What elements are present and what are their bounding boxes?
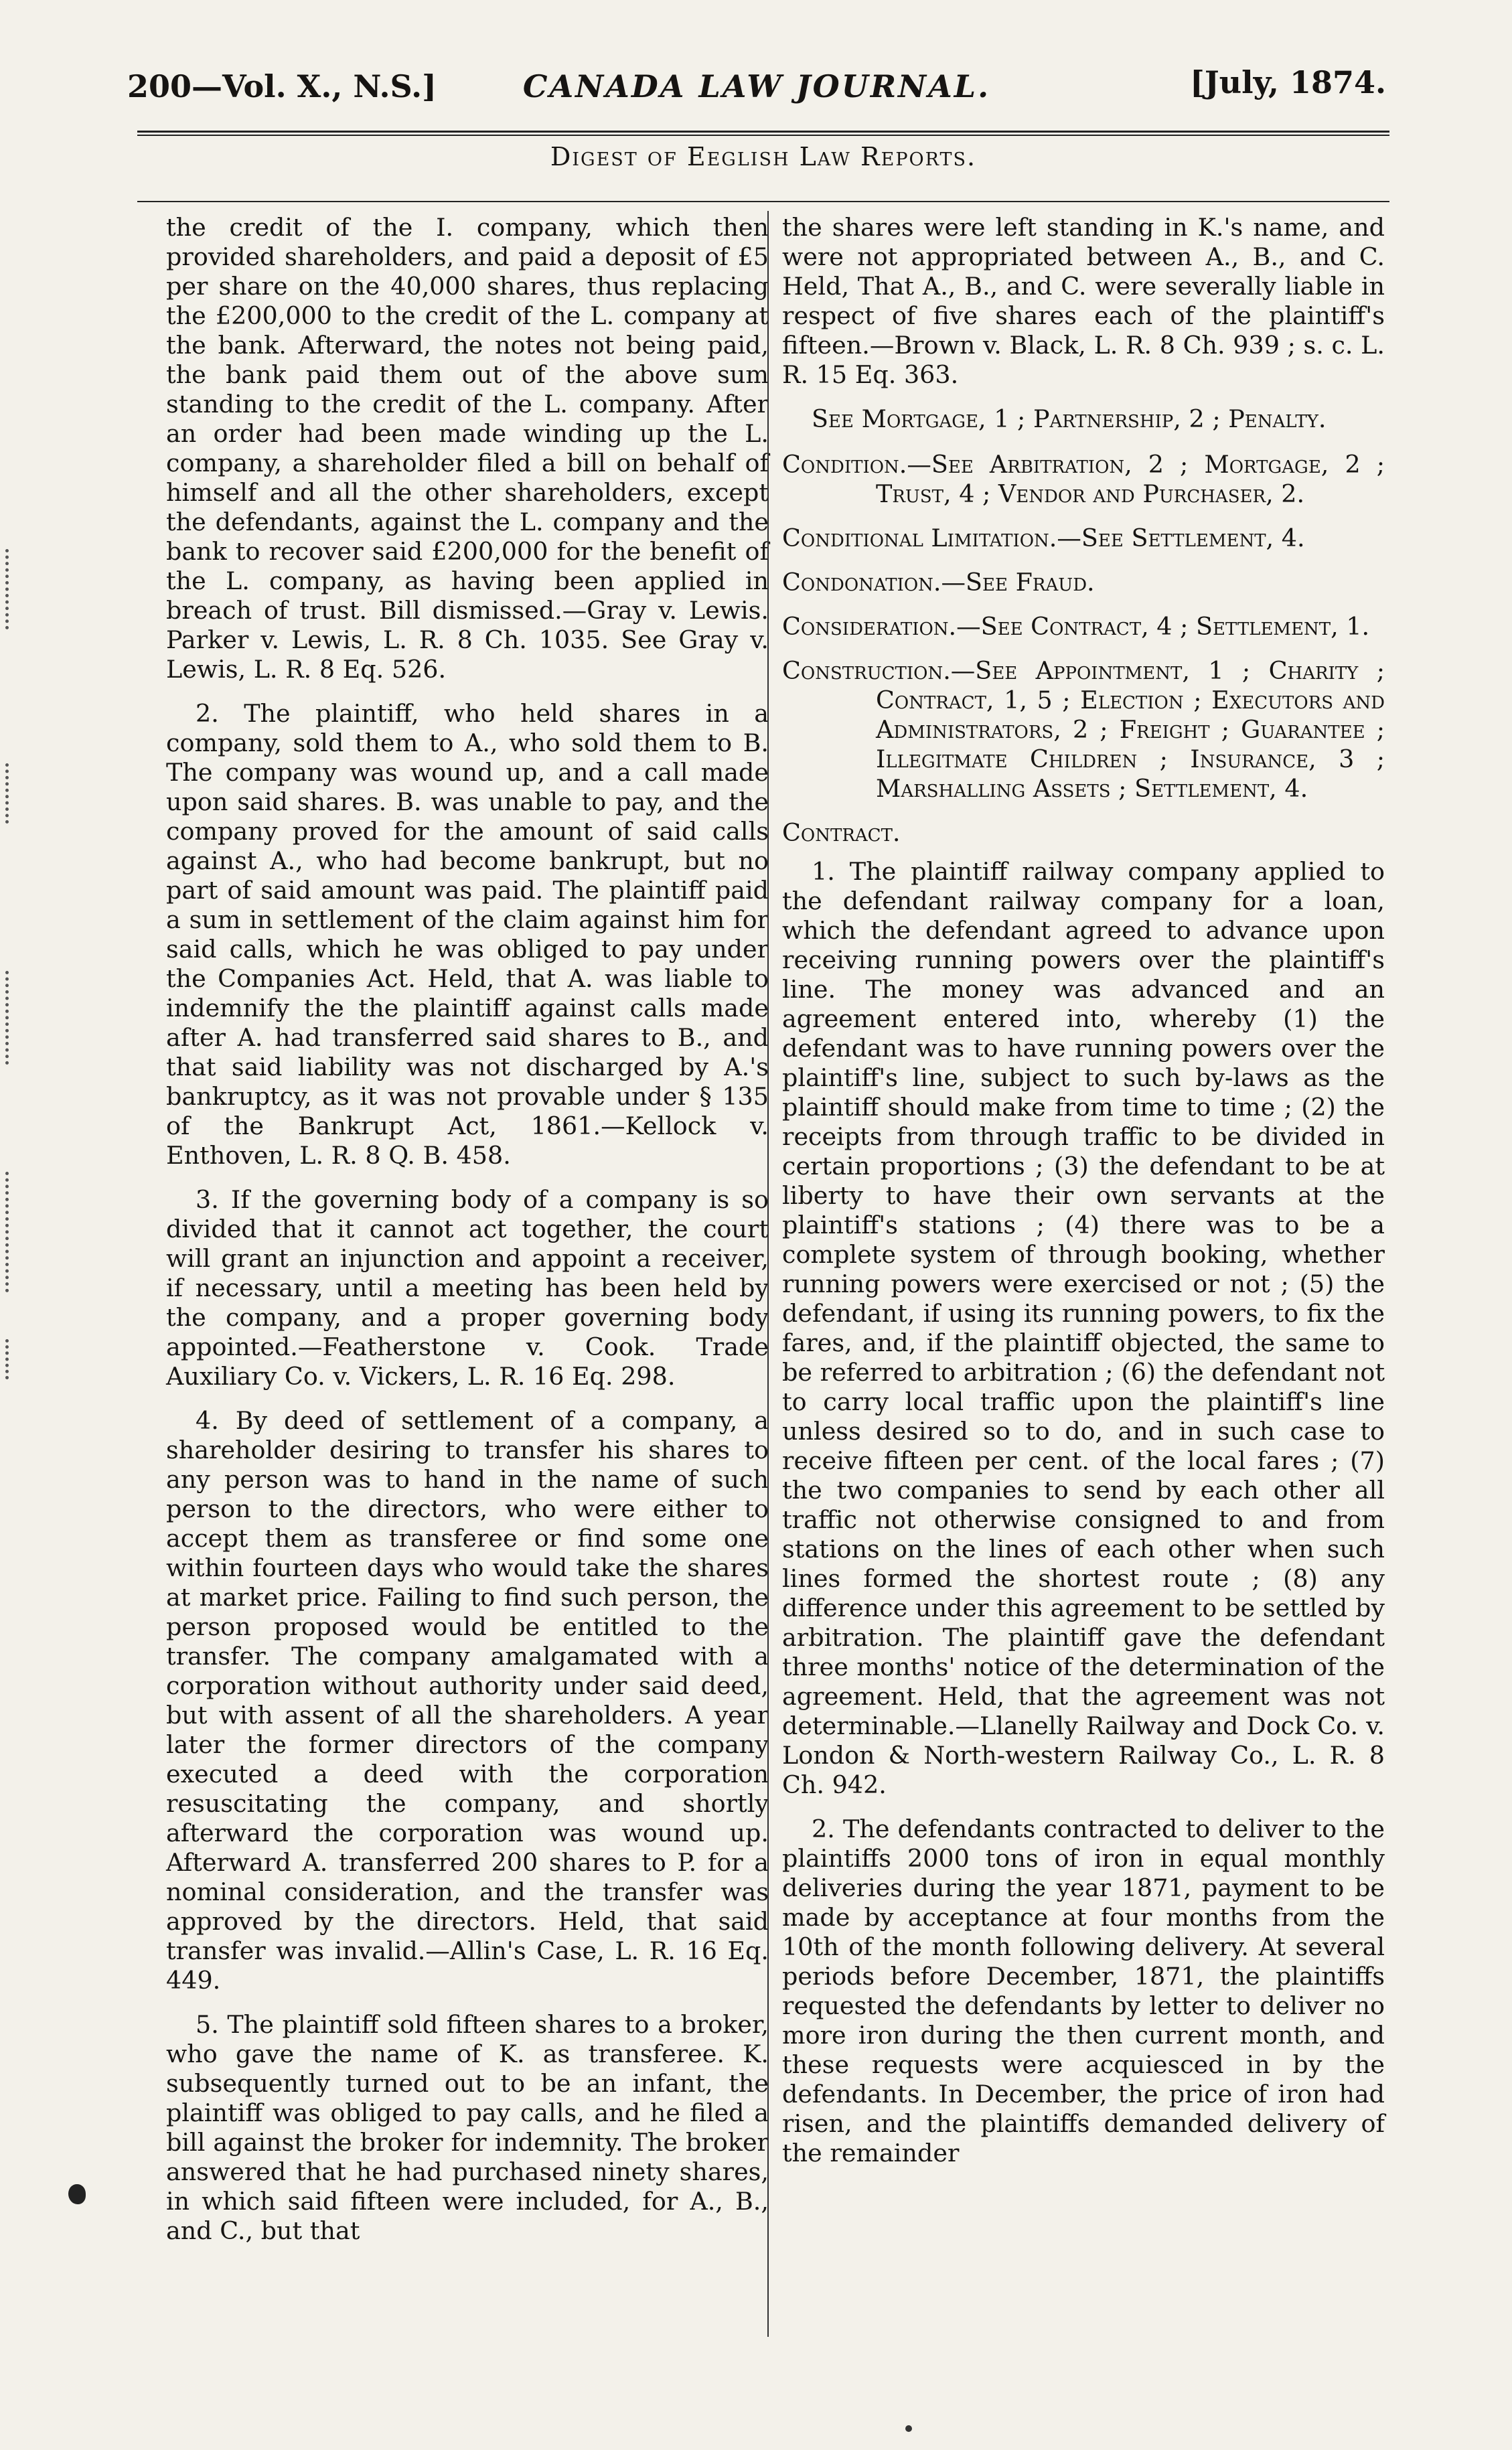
paragraph-5: 5. The plaintiff sold fifteen shares to a broker, who gave the name of K. as transferee. K. subsequently turned out to be an infant, the plaintiff was obliged to pay calls, and he filed a bill against the broker for indemnity. The broker answered that he had purchased ninety shares, in which said fifteen were included, for A., B., and C., but that	[166, 2010, 769, 2245]
footer-dot	[905, 2425, 912, 2432]
contract-paragraph-2: 2. The defendants contracted to deliver to the plaintiffs 2000 tons of iron in equal monthly deliveries during the year 1871, payment to be made by acceptance at four months from the 10th of the month following delivery. At several periods before December, 1871, the plaintiffs requested the defendants by letter to deliver no more iron during the then current month, and these requests were acquiesced in by the defendants. In December, the price of iron had risen, and the plaintiffs demanded delivery of the remainder	[782, 1815, 1385, 2167]
paragraph-2: 2. The plaintiff, who held shares in a company, sold them to A., who sold them to B. The company was wound up, and a call made upon said shares. B. was unable to pay, and the company proved for the amount of said calls against A., who had become bankrupt, but no part of said amount was paid. The plaintiff paid a sum in settlement of the claim against him for said calls, which he was obliged to pay under the Companies Act. Held, that A. was liable to indemnify the the plaintiff against calls made after A. had transferred said shares to B., and that said liability was not discharged by A.'s bankruptcy, as it was not provable under § 135 of the Bankrupt Act, 1861.—Kellock v. Enthoven, L. R. 8 Q. B. 458.	[166, 699, 769, 1170]
paragraph-3: 3. If the governing body of a company is so divided that it cannot act together, the court will grant an injunction and appoint a receiver, if necessary, until a meeting has been held by the company, and a proper governing body appointed.—Featherstone v. Cook. Trade Auxiliary Co. v. Vickers, L. R. 16 Eq. 298.	[166, 1185, 769, 1391]
xref-conditional-limitation: Conditional Limitation.—See Settlement, 4.	[782, 524, 1305, 552]
paragraph-4: 4. By deed of settlement of a company, a shareholder desiring to transfer his shares to any person was to hand in the name of such person to the directors, who were either to accept them as transferee or find some one within fourteen days who would take the shares at market price. Failing to find such person, the person proposed would be entitled to the transfer. The company amalgamated with a corporation without authority under said deed, but with assent of all the shareholders. A year later the former directors of the company executed a deed with the corporation resuscitating the company, and shortly afterward the corporation was wound up. Afterward A. transferred 200 shares to P. for a nominal consideration, and the transfer was approved by the directors. Held, that said transfer was invalid.—Allin's Case, L. R. 16 Eq. 449.	[166, 1406, 769, 1995]
xref-condonation: Condonation.—See Fraud.	[782, 568, 1095, 597]
xref-condition: Condition.—See Arbitration, 2 ; Mortgage, 2 ; Trust, 4 ; Vendor and Purchaser, 2.	[782, 450, 1385, 508]
binding-edge-marks	[0, 201, 60, 2277]
journal-title: CANADA LAW JOURNAL.	[522, 68, 991, 104]
paragraph-continuation-right: the shares were left standing in K.'s name, and were not appropriated between A., B., and C. Held, That A., B., and C. were severally liable in respect of five shares each of the plaintiff's fifteen.—Brown v. Black, L. R. 8 Ch. 939 ; s. c. L. R. 15 Eq. 363.	[782, 213, 1385, 389]
section-title: Digest of Eeglish Law Reports.	[550, 142, 977, 171]
running-header	[127, 62, 1386, 115]
section-rule	[137, 201, 1389, 202]
issue-date: [July, 1874.	[1190, 64, 1386, 100]
left-column	[166, 213, 769, 2342]
right-column	[782, 213, 1385, 2342]
xref-consideration: Consideration.—See Contract, 4 ; Settlement, 1.	[782, 612, 1370, 641]
contract-heading: Contract.	[782, 818, 901, 847]
page-volume-label: 200—Vol. X., N.S.]	[127, 68, 437, 104]
see-also-entry: See Mortgage, 1 ; Partnership, 2 ; Penalty.	[812, 404, 1327, 433]
ink-blot-mark	[68, 2184, 86, 2204]
contract-paragraph-1: 1. The plaintiff railway company applied to the defendant railway company for a loan, which the defendant agreed to advance upon receiving running powers over the plaintiff's line. The money was advanced and an agreement entered into, whereby (1) the defendant was to have running powers over the plaintiff's line, subject to such by-laws as the plaintiff should make from time to time ; (2) the receipts from through traffic to be divided in certain proportions ; (3) the defendant to be at liberty to have their own servants at the plaintiff's stations ; (4) there was to be a complete system of through booking, whether running powers were exercised or not ; (5) the defendant, if using its running powers, to fix the fares, and, if the plaintiff objected, the same to be referred to arbitration ; (6) the defendant not to carry local traffic upon the plaintiff's line unless desired so to do, and in such case to receive fifteen per cent. of the local fares ; (7) the two companies to send by each other all traffic not otherwise consigned to and from stations on the lines of each other when such lines formed the shortest route ; (8) any difference under this agreement to be settled by arbitration. The plaintiff gave the defendant three months' notice of the determination of the agreement. Held, that the agreement was not determinable.—Llanelly Railway and Dock Co. v. London & North-western Railway Co., L. R. 8 Ch. 942.	[782, 857, 1385, 1799]
header-rule-top	[137, 131, 1389, 133]
xref-construction: Construction.—See Appointment, 1 ; Charity ; Contract, 1, 5 ; Election ; Executors and Administrators, 2 ; Freight ; Guarantee ; Illegitmate Children ; Insurance, 3 ; Marshalling Assets ; Settlement, 4.	[782, 656, 1385, 803]
paragraph-continuation: the credit of the I. company, which then provided shareholders, and paid a deposit of £5 per share on the 40,000 shares, thus replacing the £200,000 to the credit of the L. company at the bank. Afterward, the notes not being paid, the bank paid them out of the above sum standing to the credit of the L. company. After an order had been made winding up the L. company, a shareholder filed a bill on behalf of himself and all the other shareholders, except the defendants, against the L. company and the bank to recover said £200,000 for the benefit of the L. company, as having been applied in breach of trust. Bill dismissed.—Gray v. Lewis. Parker v. Lewis, L. R. 8 Ch. 1035. See Gray v. Lewis, L. R. 8 Eq. 526.	[166, 213, 769, 684]
header-rule-double	[137, 135, 1389, 136]
column-divider	[767, 211, 769, 2337]
